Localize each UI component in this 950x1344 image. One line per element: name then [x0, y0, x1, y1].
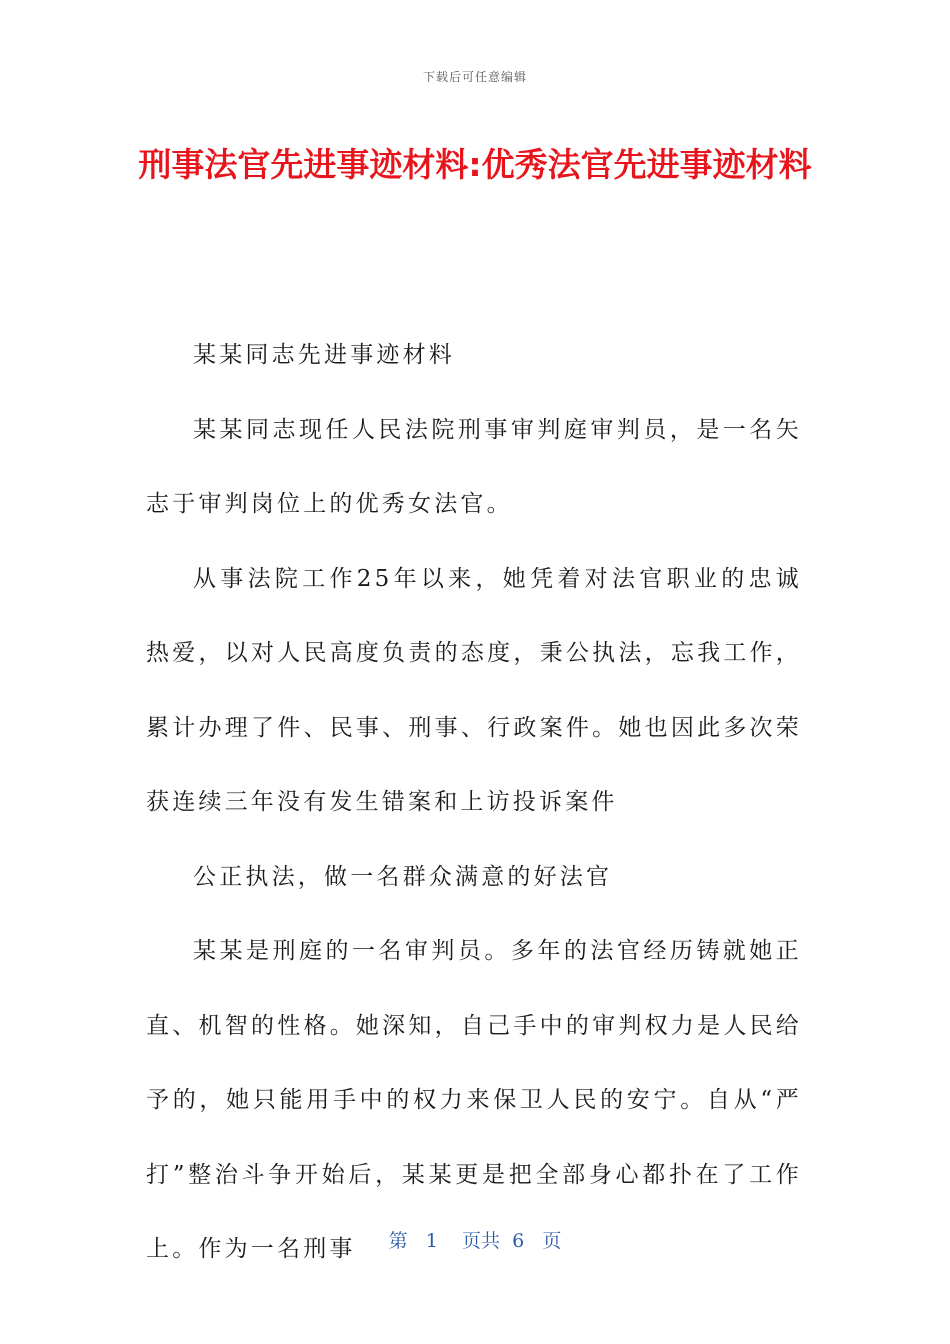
document-title: 刑事法官先进事迹材料:优秀法官先进事迹材料: [138, 145, 812, 184]
paragraph: 某某同志先进事迹材料: [193, 342, 455, 368]
footer-suffix: 页: [542, 1230, 562, 1252]
footer-current-page: 1: [425, 1230, 438, 1252]
footer-middle: 页共: [462, 1230, 501, 1252]
paragraph: 公正执法，做一名群众满意的好法官: [193, 863, 613, 890]
footer-prefix: 第: [388, 1230, 408, 1252]
paragraph: 某某同志现任人民法院刑事审判庭审判员，是一名矢志于审判岗位上的优秀女法官。: [146, 416, 802, 517]
page-header-note: 下载后可任意编辑: [422, 70, 527, 84]
page-footer: [0, 1226, 950, 1253]
paragraph: 某某是刑庭的一名审判员。多年的法官经历铸就她正直、机智的性格。她深知，自己手中的审判权力是人民给予的，她只能用手中的权力来保卫人民的安宁。自从“严打”整治斗争开始后，某某更是把全部身心都扑在了工作上。作为一名刑事: [146, 938, 802, 1262]
paragraph: 从事法院工作25年以来，她凭着对法官职业的忠诚热爱，以对人民高度负责的态度，秉公执法，忘我工作，累计办理了件、民事、刑事、行政案件。她也因此多次荣获连续三年没有发生错案和上访投诉案件: [146, 565, 802, 815]
footer-total-pages: 6: [512, 1230, 525, 1252]
document-body: [146, 318, 802, 1287]
